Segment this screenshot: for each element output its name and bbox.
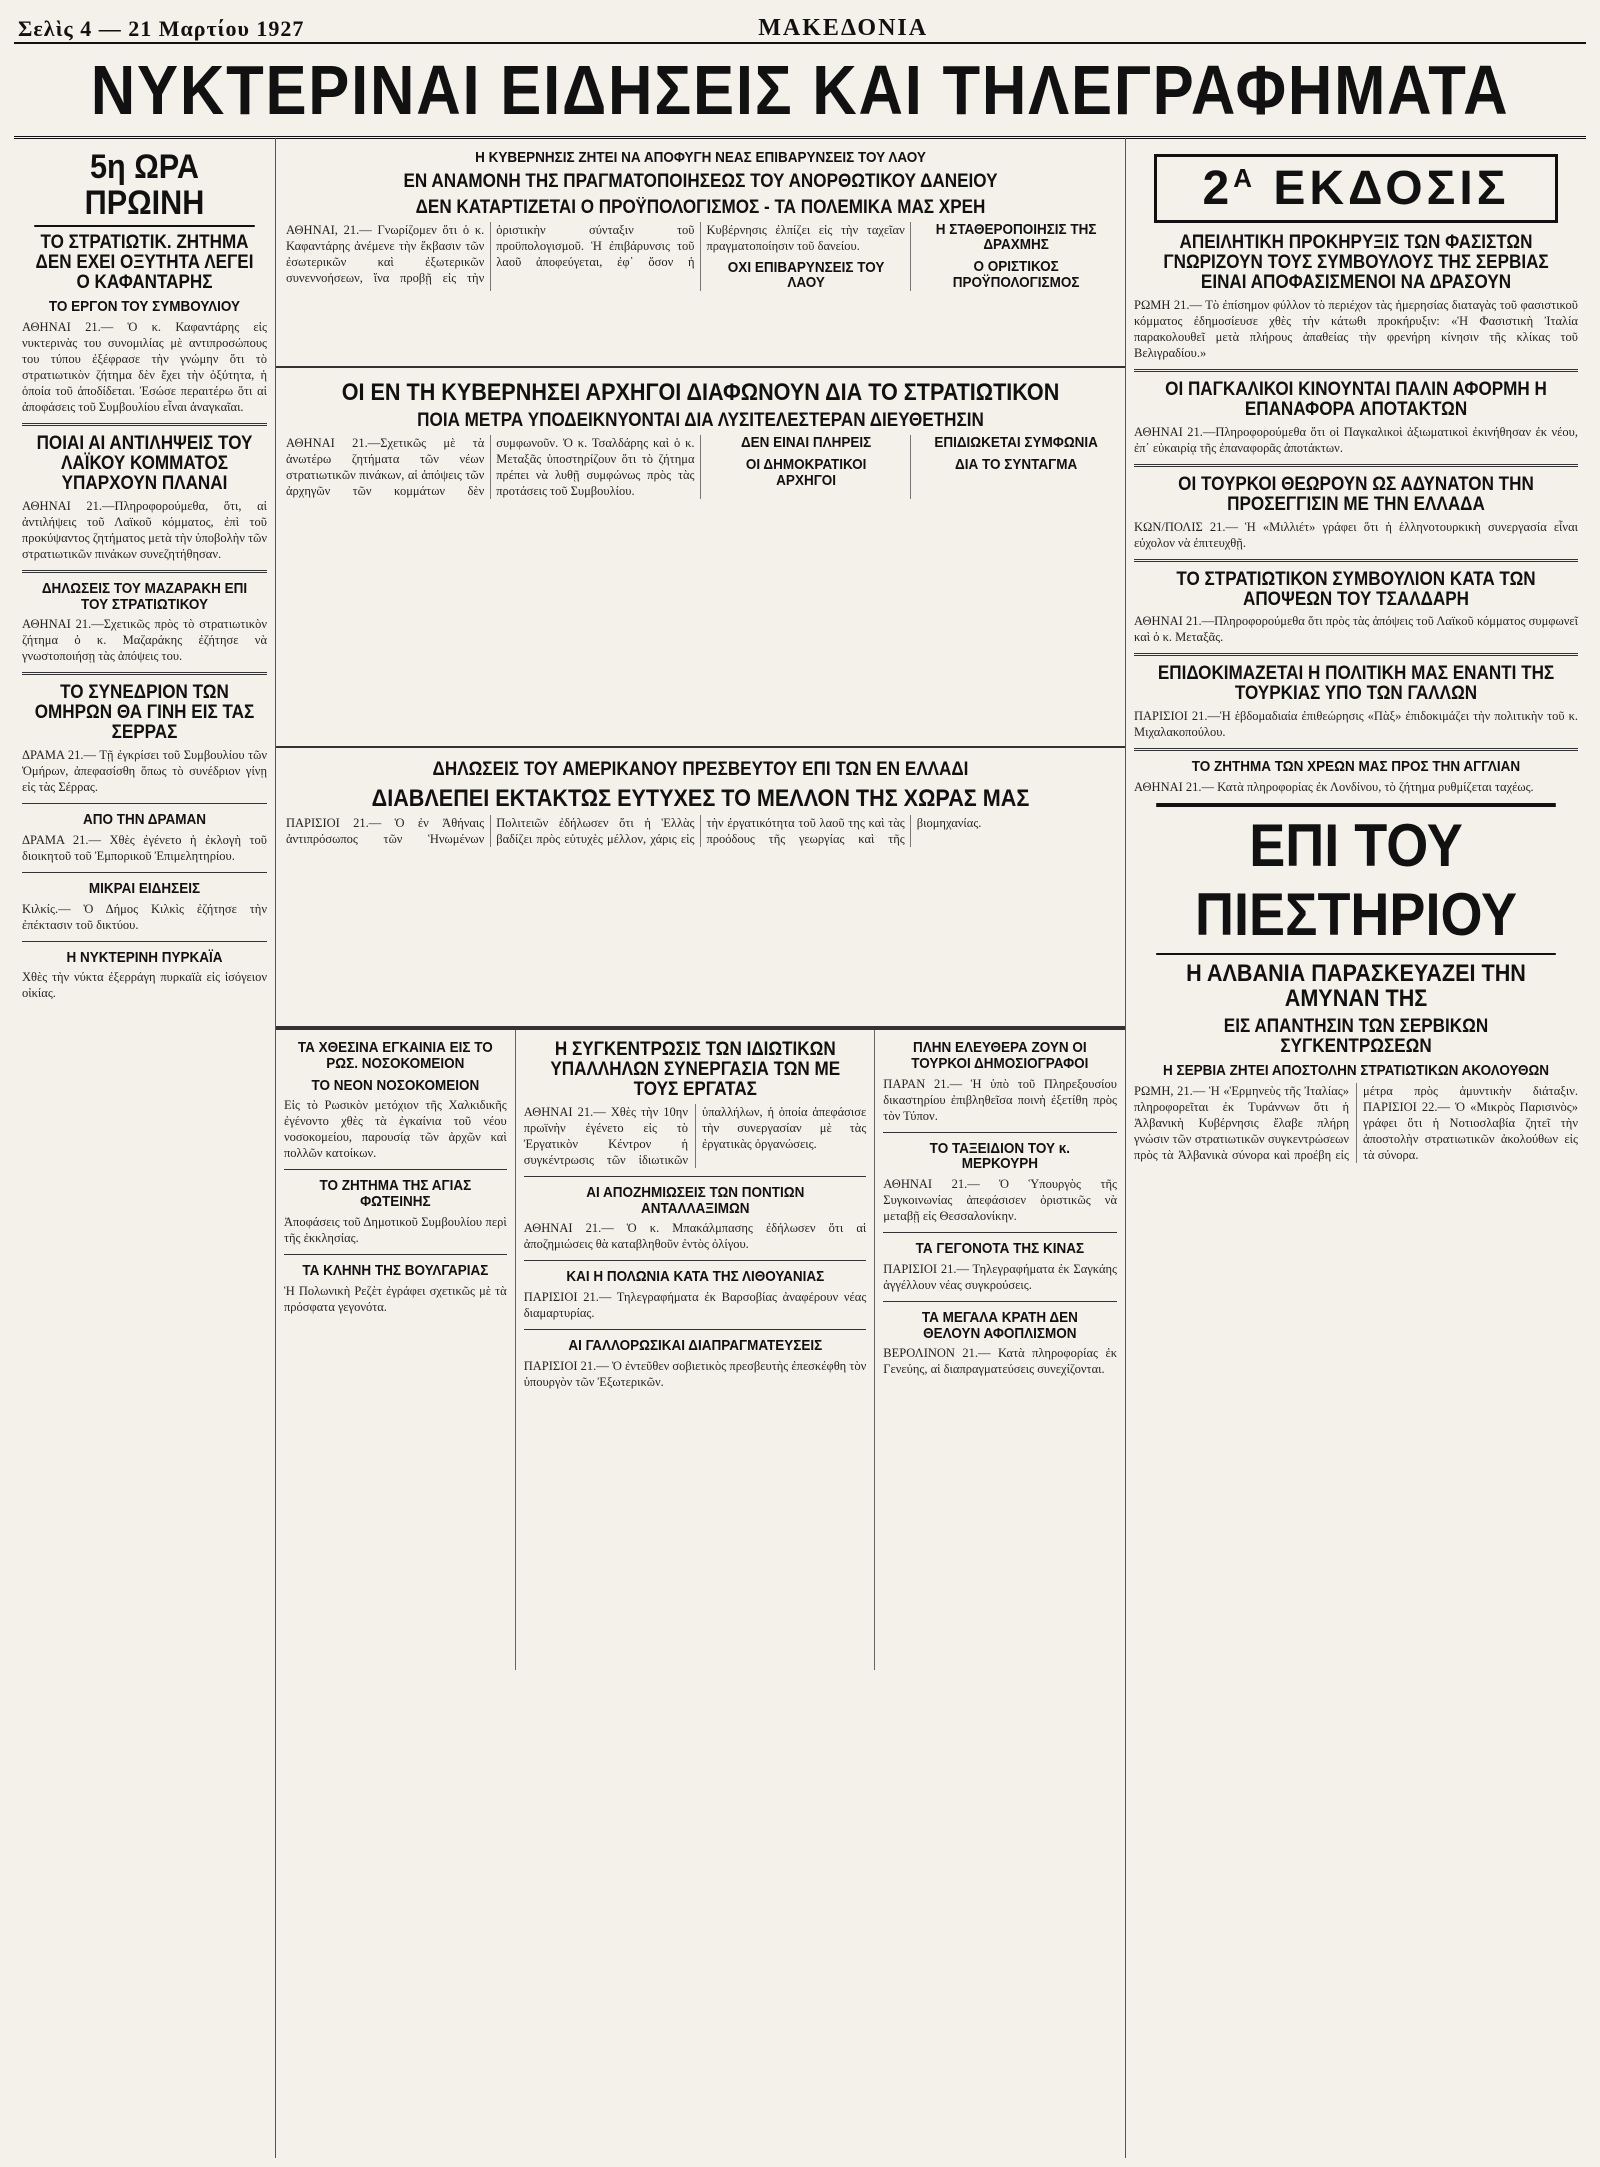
hostages-congress-body: ΔΡΑΜΑ 21.— Τῇ ἐγκρίσει τοῦ Συμβουλίου τῶν Ὁμήρων, ἀπεφασίσθη ὅπως τὸ συνέδριον γίνῃ εἰς τὰς Σέρρας. bbox=[22, 748, 267, 795]
fascists-title: ΑΠΕΙΛΗΤΙΚΗ ΠΡΟΚΗΡΥΞΙΣ ΤΩΝ ΦΑΣΙΣΤΩΝ ΓΝΩΡΙΖΟΥΝ ΤΟΥΣ ΣΥΜΒΟΥΛΟΥΣ ΤΗΣ ΣΕΡΒΙΑΣ ΕΙΝΑΙ ΑΠΟΦΑΣΙΣΜΕΝΟΙ ΝΑ ΔΡΑΣΟΥΝ bbox=[1163, 232, 1549, 293]
great-powers-body: ΒΕΡΟΛΙΝΟΝ 21.— Κατὰ πληροφορίας ἐκ Γενεύης, αἱ διαπραγματεύσεις συνεχίζονται. bbox=[883, 1346, 1117, 1377]
military-headline-2: ΠΟΙΑ ΜΕΤΡΑ ΥΠΟΔΕΙΚΝΥΟΝΤΑΙ ΔΙΑ ΛΥΣΙΤΕΛΕΣΤΕΡΑΝ ΔΙΕΥΘΕΤΗΣΙΝ bbox=[417, 410, 984, 432]
press-headline: ΕΠΙ ΤΟΥ ΠΙΕΣΤΗΡΙΟΥ bbox=[1156, 803, 1556, 955]
poland-title: ΚΑΙ Η ΠΟΛΩΝΙΑ ΚΑΤΑ ΤΗΣ ΛΙΘΟΥΑΝΙΑΣ bbox=[566, 1268, 824, 1286]
agia-foteini-title: ΤΟ ΖΗΤΗΜΑ ΤΗΣ ΑΓΙΑΣ ΦΩΤΕΙΝΗΣ bbox=[319, 1177, 472, 1210]
hospital-title: ΤΑ ΧΘΕΣΙΝΑ ΕΓΚΑΙΝΙΑ ΕΙΣ ΤΟ ΡΩΣ. ΝΟΣΟΚΟΜΕΙΟΝ bbox=[297, 1039, 493, 1072]
council-subtitle: ΤΟ ΕΡΓΟΝ ΤΟΥ ΣΥΜΒΟΥΛΙΟΥ bbox=[48, 298, 241, 316]
budget-headline-2: ΕΝ ΑΝΑΜΟΝΗ ΤΗΣ ΠΡΑΓΜΑΤΟΠΟΙΗΣΕΩΣ ΤΟΥ ΑΝΟΡΘΩΤΙΚΟΥ ΔΑΝΕΙΟΥ bbox=[403, 170, 998, 192]
budget-sub-2: Η ΣΤΑΘΕΡΟΠΟΙΗΣΙΣ ΤΗΣ ΔΡΑΧΜΗΣ bbox=[935, 220, 1097, 254]
pangalos-body: ΑΘΗΝΑΙ 21.—Πληροφορούμεθα ὅτι οἱ Παγκαλικοὶ ἀξιωματικοὶ ἐκινήθησαν ἐκ νέου, ἐπ᾽ εὐκαιρίᾳ τῆς ἐπαναφορᾶς ἀποτάκτων. bbox=[1134, 424, 1578, 455]
hour-title: 5η ΩΡΑ ΠΡΩΙΝΗ bbox=[34, 150, 255, 227]
night-fire-body: Χθὲς τὴν νύκτα ἐξερράγη πυρκαϊὰ εἰς ἰσόγειον οἰκίας. bbox=[22, 970, 267, 1001]
merkouris-title: ΤΟ ΤΑΞΕΙΔΙΟΝ ΤΟΥ κ. ΜΕΡΚΟΥΡΗ bbox=[929, 1139, 1071, 1173]
albania-body: ΡΩΜΗ, 21.— Ἡ «Ἑρμηνεὺς τῆς Ἰταλίας» πληροφορεῖται ἐκ Τυράννων ὅτι ἡ Ἀλβανικὴ Κυβέρνησις ἔλαβε πλήρη γνώσιν τῶν στρατιωτικῶν συγκεντρώσεων πρὸς τὰ Ἀλβανικὰ σύνορα καὶ προέβη εἰς μέτρα πρὸς ἀμυντικὴν διάταξιν. ΠΑΡΙΣΙΟΙ 22.— Ὁ «Μικρὸς Παρισινὸς» γράφει ὅτι ἡ Νοτιοσλαβία ζητεῖ τὴν ἀποστολὴν στρατιωτικῶν ἀκολούθων εἰς τὰ σύνορα. bbox=[1134, 1084, 1578, 1163]
bulgaria-title: ΤΑ ΚΛΗΝΗ ΤΗΣ ΒΟΥΛΓΑΡΙΑΣ bbox=[302, 1261, 489, 1279]
bulgaria-body: Ἡ Πολωνικὴ Ρεζὲτ ἐγράφει σχετικῶς μὲ τὰ πρόσφατα γεγονότα. bbox=[284, 1283, 507, 1314]
page-date: Σελὶς 4 — 21 Μαρτίου 1927 bbox=[18, 16, 305, 41]
hospital-body: Εἰς τὸ Ρωσικὸν μετόχιον τῆς Χαλκιδικῆς ἐγένοντο χθὲς τὰ ἐγκαίνια τοῦ νέου νοσοκομείου, παρουσίᾳ τῶν ἀρχῶν καὶ πολλῶν κατοίκων. bbox=[284, 1098, 507, 1161]
edition-superscript: Α bbox=[1233, 163, 1256, 193]
policy-approved-title: ΕΠΙΔΟΚΙΜΑΖΕΤΑΙ Η ΠΟΛΙΤΙΚΗ ΜΑΣ ΕΝΑΝΤΙ ΤΗΣ ΤΟΥΡΚΙΑΣ ΥΠΟ ΤΩΝ ΓΑΛΛΩΝ bbox=[1157, 663, 1555, 705]
debts-body: ΑΘΗΝΑΙ 21.— Κατὰ πληροφορίας ἐκ Λονδίνου, τὸ ζήτημα ρυθμίζεται ταχέως. bbox=[1134, 780, 1534, 795]
drama-title: ΑΠΟ ΤΗΝ ΔΡΑΜΑΝ bbox=[83, 811, 206, 829]
budget-headline-3: ΔΕΝ ΚΑΤΑΡΤΙΖΕΤΑΙ Ο ΠΡΟΫΠΟΛΟΓΙΣΜΟΣ - ΤΑ ΠΟΛΕΜΙΚΑ ΜΑΣ ΧΡΕΗ bbox=[415, 196, 986, 218]
hostages-congress-title: ΤΟ ΣΥΝΕΔΡΙΟΝ ΤΩΝ ΟΜΗΡΩΝ ΘΑ ΓΙΝΗ ΕΙΣ ΤΑΣ ΣΕΡΡΑΣ bbox=[34, 682, 255, 744]
ambassador-headline-2: ΔΙΑΒΛΕΠΕΙ ΕΚΤΑΚΤΩΣ ΕΥΤΥΧΕΣ ΤΟ ΜΕΛΛΟΝ ΤΗΣ ΧΩΡΑΣ ΜΑΣ bbox=[371, 784, 1030, 812]
merkouris-body: ΑΘΗΝΑΙ 21.— Ὁ Ὑπουργὸς τῆς Συγκοινωνίας ἀπεφάσισεν ὁριστικῶς νὰ μεταβῇ εἰς Θεσσαλονίκην. bbox=[883, 1177, 1117, 1223]
pontic-title: ΑΙ ΑΠΟΖΗΜΙΩΣΕΙΣ ΤΩΝ ΠΟΝΤΙΩΝ ΑΝΤΑΛΛΑΞΙΜΩΝ bbox=[585, 1183, 805, 1217]
budget-sub-1: ΟΧΙ ΕΠΙΒΑΡΥΝΣΕΙΣ ΤΟΥ ΛΑΟΥ bbox=[727, 258, 884, 292]
military-sub-4: ΔΙΑ ΤΟ ΣΥΝΤΑΓΜΑ bbox=[954, 455, 1077, 473]
debts-title: ΤΟ ΖΗΤΗΜΑ ΤΩΝ ΧΡΕΩΝ ΜΑΣ ΠΡΟΣ ΤΗΝ ΑΓΓΛΙΑΝ bbox=[1191, 758, 1521, 776]
employees-body: ΑΘΗΝΑΙ 21.— Χθὲς τὴν 10ην πρωϊνὴν ἐγένετο εἰς τὸ Ἐργατικὸν Κέντρον ἡ συγκέντρωσις τῶν ἰδιωτικῶν ὑπαλλήλων, ἡ ὁποία ἀπεφάσισε τὴν συνεργασίαν μὲ τὰς ἐργατικὰς ὀργανώσεις. bbox=[523, 1104, 867, 1167]
turkish-journalists-title: ΠΛΗΝ ΕΛΕΥΘΕΡΑ ΖΟΥΝ ΟΙ ΤΟΥΡΚΟΙ ΔΗΜΟΣΙΟΓΡΑΦΟΙ bbox=[911, 1039, 1089, 1072]
franco-russian-title: ΑΙ ΓΑΛΛΟΡΩΣΙΚΑΙ ΔΙΑΠΡΑΓΜΑΤΕΥΣΕΙΣ bbox=[568, 1337, 822, 1355]
military-story-title: ΤΟ ΣΤΡΑΤΙΩΤΙΚ. ΖΗΤΗΜΑ ΔΕΝ ΕΧΕΙ ΟΞΥΤΗΤΑ ΛΕΓΕΙ Ο ΚΑΦΑΝΤΑΡΗΣ bbox=[35, 232, 254, 294]
albania-headline: Η ΑΛΒΑΝΙΑ ΠΑΡΑΣΚΕΥΑΖΕΙ ΤΗΝ ΑΜΥΝΑΝ ΤΗΣ bbox=[1186, 960, 1526, 1013]
ambassador-story bbox=[276, 748, 1125, 1028]
edition-word: ΕΚΔΟΣΙΣ bbox=[1273, 162, 1510, 215]
great-powers-title: ΤΑ ΜΕΓΑΛΑ ΚΡΑΤΗ ΔΕΝ ΘΕΛΟΥΝ ΑΦΟΠΛΙΣΜΟΝ bbox=[922, 1308, 1079, 1342]
military-sub-2: ΟΙ ΔΗΜΟΚΡΑΤΙΚΟΙ ΑΡΧΗΓΟΙ bbox=[745, 455, 866, 489]
ambassador-headline-1: ΔΗΛΩΣΕΙΣ ΤΟΥ ΑΜΕΡΙΚΑΝΟΥ ΠΡΕΣΒΕΥΤΟΥ ΕΠΙ ΤΩΝ ΕΝ ΕΛΛΑΔΙ bbox=[432, 759, 969, 780]
military-council-title: ΤΟ ΣΤΡΑΤΙΩΤΙΚΟΝ ΣΥΜΒΟΥΛΙΟΝ ΚΑΤΑ ΤΩΝ ΑΠΟΨΕΩΝ ΤΟΥ ΤΣΑΛΔΑΡΗ bbox=[1176, 568, 1536, 610]
budget-headline-1: Η ΚΥΒΕΡΝΗΣΙΣ ΖΗΤΕΙ ΝΑ ΑΠΟΦΥΓΗ ΝΕΑΣ ΕΠΙΒΑΡΥΝΣΕΙΣ ΤΟΥ ΛΑΟΥ bbox=[475, 149, 926, 166]
poland-body: ΠΑΡΙΣΙΟΙ 21.— Τηλεγραφήματα ἐκ Βαρσοβίας ἀναφέρουν νέας διαμαρτυρίας. bbox=[523, 1290, 867, 1321]
middle-column bbox=[276, 138, 1126, 2158]
turks-body: ΚΩΝ/ΠΟΛΙΣ 21.— Ἡ «Μιλλιέτ» γράφει ὅτι ἡ ἑλληνοτουρκικὴ συνεργασία εἶναι εὐχολον νὰ ἐπιτευχθῇ. bbox=[1134, 519, 1578, 550]
serbia-subheadline: Η ΣΕΡΒΙΑ ΖΗΤΕΙ ΑΠΟΣΤΟΛΗΝ ΣΤΡΑΤΙΩΤΙΚΩΝ ΑΚΟΛΟΥΘΩΝ bbox=[1162, 1062, 1550, 1080]
short-news-title: ΜΙΚΡΑΙ ΕΙΔΗΣΕΙΣ bbox=[88, 879, 201, 897]
paper-name: ΜΑΚΕΔΟΝΙΑ bbox=[758, 15, 929, 41]
left-column bbox=[14, 138, 276, 2158]
middle-lower-stories bbox=[276, 1028, 1125, 1670]
military-council-body: ΑΘΗΝΑΙ 21.—Πληροφορούμεθα ὅτι πρὸς τὰς ἀπόψεις τοῦ Λαϊκοῦ κόμματος συμφωνεῖ καὶ ὁ κ. Μεταξᾶς. bbox=[1134, 614, 1578, 645]
ambassador-body: ΠΑΡΙΣΙΟΙ 21.— Ὁ ἐν Ἀθήναις ἀντιπρόσωπος τῶν Ἡνωμένων Πολιτειῶν ἐδήλωσεν ὅτι ἡ Ἑλλὰς βαδίζει πρὸς εὐτυχὲς μέλλον, χάρις εἰς τὴν ἐργατικότητα τοῦ λαοῦ της καὶ τὰς προόδους τῆς γεωργίας καὶ τῆς βιομηχανίας. bbox=[286, 816, 982, 847]
agia-foteini-body: Ἀποφάσεις τοῦ Δημοτικοῦ Συμβουλίου περὶ τῆς ἐκκλησίας. bbox=[284, 1214, 507, 1245]
edition-number: 2 bbox=[1202, 162, 1234, 215]
pontic-body: ΑΘΗΝΑΙ 21.— Ὁ κ. Μπακάλμπασης ἐδήλωσεν ὅτι αἱ ἀποζημιώσεις θὰ καταβληθοῦν ἐντὸς ὀλίγου. bbox=[523, 1221, 867, 1252]
budget-body: ΑΘΗΝΑΙ, 21.— Γνωρίζομεν ὅτι ὁ κ. Καφαντάρης ἀνέμενε τὴν ἔκβασιν τῶν ἐσωτερικῶν καὶ ἐξωτερικῶν συνεννοήσεων, ἵνα προβῇ εἰς τὴν ὁριστικὴν σύνταξιν τοῦ προϋπολογισμοῦ. Ἡ ἐπιβάρυνσις τοῦ λαοῦ ἀποφεύγεται, ἐφ᾽ ὅσον ἡ Κυβέρνησις ἐλπίζει εἰς τὴν ταχεῖαν πραγματοποίησιν τοῦ δανείου. bbox=[286, 222, 905, 285]
albania-subheadline: ΕΙΣ ΑΠΑΝΤΗΣΙΝ ΤΩΝ ΣΕΡΒΙΚΩΝ ΣΥΓΚΕΝΤΡΩΣΕΩΝ bbox=[1223, 1016, 1489, 1058]
budget-sub-3: Ο ΟΡΙΣΤΙΚΟΣ ΠΡΟΫΠΟΛΟΓΙΣΜΟΣ bbox=[952, 258, 1080, 291]
employees-column bbox=[516, 1030, 876, 1670]
banner bbox=[14, 44, 1586, 139]
newspaper-page bbox=[14, 8, 1586, 2158]
budget-story bbox=[276, 138, 1125, 368]
military-body: ΑΘΗΝΑΙ 21.—Σχετικῶς μὲ τὰ ἀνωτέρω ζητήματα τῶν νέων στρατιωτικῶν πινάκων, αἱ ἀπόψεις τῶν ἀρχηγῶν τῶν κομμάτων δὲν συμφωνοῦν. Ὁ κ. Τσαλδάρης καὶ ὁ κ. Μεταξᾶς ὑποστηρίζουν ὅτι τὸ ζήτημα πρέπει νὰ λυθῇ συμφώνως πρὸς τὰς προτάσεις τοῦ Συμβουλίου. bbox=[286, 436, 695, 499]
fascists-body: ΡΩΜΗ 21.— Τὸ ἐπίσημον φύλλον τὸ περιέχον τὰς ἡμερησίας διαταγὰς τοῦ φασιστικοῦ κόμματος ἐδημοσίευσε χθὲς τὴν κάτωθι προκήρυξιν: «Ἡ Φασιστικὴ Ἰταλία παρακολουθεῖ μετὰ πλήρους ἀπαθείας τὴν φρενήρη κίνησιν τῆς κλίκας τοῦ Βελιγραδίου.» bbox=[1134, 297, 1578, 360]
drama-body: ΔΡΑΜΑ 21.— Χθὲς ἐγένετο ἡ ἐκλογὴ τοῦ διοικητοῦ τοῦ Ἐμπορικοῦ Ἐπιμελητηρίου. bbox=[22, 832, 267, 863]
content-grid bbox=[14, 138, 1586, 2158]
right-column bbox=[1126, 138, 1586, 2158]
mazarakis-body: ΑΘΗΝΑΙ 21.—Σχετικῶς πρὸς τὸ στρατιωτικὸν ζήτημα ὁ κ. Μαζαράκης ἐζήτησε νὰ γνωστοποιήσῃ τὰς ἀπόψεις του. bbox=[22, 617, 267, 664]
franco-russian-body: ΠΑΡΙΣΙΟΙ 21.— Ὁ ἐντεῦθεν σοβιετικὸς πρεσβευτὴς ἐπεσκέφθη τὸν ὑπουργὸν τῶν Ἐξωτερικῶν. bbox=[523, 1358, 867, 1389]
military-sub-3: ΕΠΙΔΙΩΚΕΤΑΙ ΣΥΜΦΩΝΙΑ bbox=[934, 434, 1098, 452]
people-party-body: ΑΘΗΝΑΙ 21.—Πληροφορούμεθα, ὅτι, αἱ ἀντιλήψεις τοῦ Λαϊκοῦ κόμματος, ἐπὶ τοῦ προκύψαντος ζητήματος μετὰ τὴν ὑποβολὴν τῶν στρατιωτικῶν πινάκων συνεζητήθησαν. bbox=[22, 498, 267, 561]
mazarakis-title: ΔΗΛΩΣΕΙΣ ΤΟΥ ΜΑΖΑΡΑΚΗ ΕΠΙ ΤΟΥ ΣΤΡΑΤΙΩΤΙΚΟΥ bbox=[41, 579, 248, 613]
turks-title: ΟΙ ΤΟΥΡΚΟΙ ΘΕΩΡΟΥΝ ΩΣ ΑΔΥΝΑΤΟΝ ΤΗΝ ΠΡΟΣΕΓΓΙΣΙΝ ΜΕ ΤΗΝ ΕΛΛΑΔΑ bbox=[1178, 473, 1534, 515]
turkish-journalists-body: ΠΑΡΑΝ 21.— Ἡ ὑπὸ τοῦ Πληρεξουσίου δικαστηρίου ἐπιβληθεῖσα ποινὴ ἐξετίθη πρὸς τὸν Τύπον. bbox=[883, 1076, 1117, 1123]
hospital-column bbox=[276, 1030, 516, 1670]
china-title: ΤΑ ΓΕΓΟΝΟΤΑ ΤΗΣ ΚΙΝΑΣ bbox=[915, 1240, 1085, 1257]
people-party-title: ΠΟΙΑΙ ΑΙ ΑΝΤΙΛΗΨΕΙΣ ΤΟΥ ΛΑΪΚΟΥ ΚΟΜΜΑΤΟΣ ΥΠΑΡΧΟΥΝ ΠΛΑΝΑΙ bbox=[36, 432, 253, 494]
china-body: ΠΑΡΙΣΙΟΙ 21.— Τηλεγραφήματα ἐκ Σαγκάης ἀγγέλλουν νέας συγκρούσεις. bbox=[883, 1261, 1117, 1292]
military-story-body: ΑΘΗΝΑΙ 21.— Ὁ κ. Καφαντάρης εἰς νυκτερινὰς του συνομιλίας μὲ αντιπροσώπους του τύπου ἐξέφρασε τὴν γνώμην ὅτι τὸ στρατιωτικὸν ζήτημα δὲν ἔχει τὴν ὀξύτητα, ἡ ὁποία τοῦ ἀποδίδεται. Ἐσώσε περαιτέρω ὅτι αἱ ἀποφάσεις τοῦ Συμβουλίου εἶναι ἀναγκαῖαι. bbox=[22, 319, 267, 414]
masthead bbox=[14, 8, 1586, 44]
second-edition-box bbox=[1154, 154, 1558, 223]
night-fire-title: Η ΝΥΚΤΕΡΙΝΗ ΠΥΡΚΑΪΑ bbox=[66, 948, 223, 966]
military-sub-1: ΔΕΝ ΕΙΝΑΙ ΠΛΗΡΕΙΣ bbox=[740, 434, 871, 452]
short-news-body: Κιλκίς.— Ὁ Δήμος Κιλκὶς ἐζήτησε τὴν ἐπέκτασιν τοῦ δικτύου. bbox=[22, 901, 267, 932]
banner-title: ΝΥΚΤΕΡΙΝΑΙ ΕΙΔΗΣΕΙΣ ΚΑΙ ΤΗΛΕΓΡΑΦΗΜΑΤΑ bbox=[90, 51, 1510, 129]
military-leaders-story bbox=[276, 368, 1125, 748]
pangalos-title: ΟΙ ΠΑΓΚΑΛΙΚΟΙ ΚΙΝΟΥΝΤΑΙ ΠΑΛΙΝ ΑΦΟΡΜΗ Η ΕΠΑΝΑΦΟΡΑ ΑΠΟΤΑΚΤΩΝ bbox=[1165, 378, 1547, 420]
employees-title: Η ΣΥΓΚΕΝΤΡΩΣΙΣ ΤΩΝ ΙΔΙΩΤΙΚΩΝ ΥΠΑΛΛΗΛΩΝ ΣΥΝΕΡΓΑΣΙΑ ΤΩΝ ΜΕ ΤΟΥΣ ΕΡΓΑΤΑΣ bbox=[550, 1039, 840, 1100]
travel-column bbox=[875, 1030, 1125, 1670]
policy-approved-body: ΠΑΡΙΣΙΟΙ 21.—Ἡ ἑβδομαδιαία ἐπιθεώρησις «Πὰξ» ἐπιδοκιμάζει τὴν πολιτικὴν τοῦ κ. Μιχαλακοπούλου. bbox=[1134, 709, 1578, 740]
military-headline-1: ΟΙ ΕΝ ΤΗ ΚΥΒΕΡΝΗΣΕΙ ΑΡΧΗΓΟΙ ΔΙΑΦΩΝΟΥΝ ΔΙΑ ΤΟ ΣΤΡΑΤΙΩΤΙΚΟΝ bbox=[341, 379, 1060, 406]
hospital-subtitle: ΤΟ ΝΕΟΝ ΝΟΣΟΚΟΜΕΙΟΝ bbox=[311, 1076, 480, 1094]
